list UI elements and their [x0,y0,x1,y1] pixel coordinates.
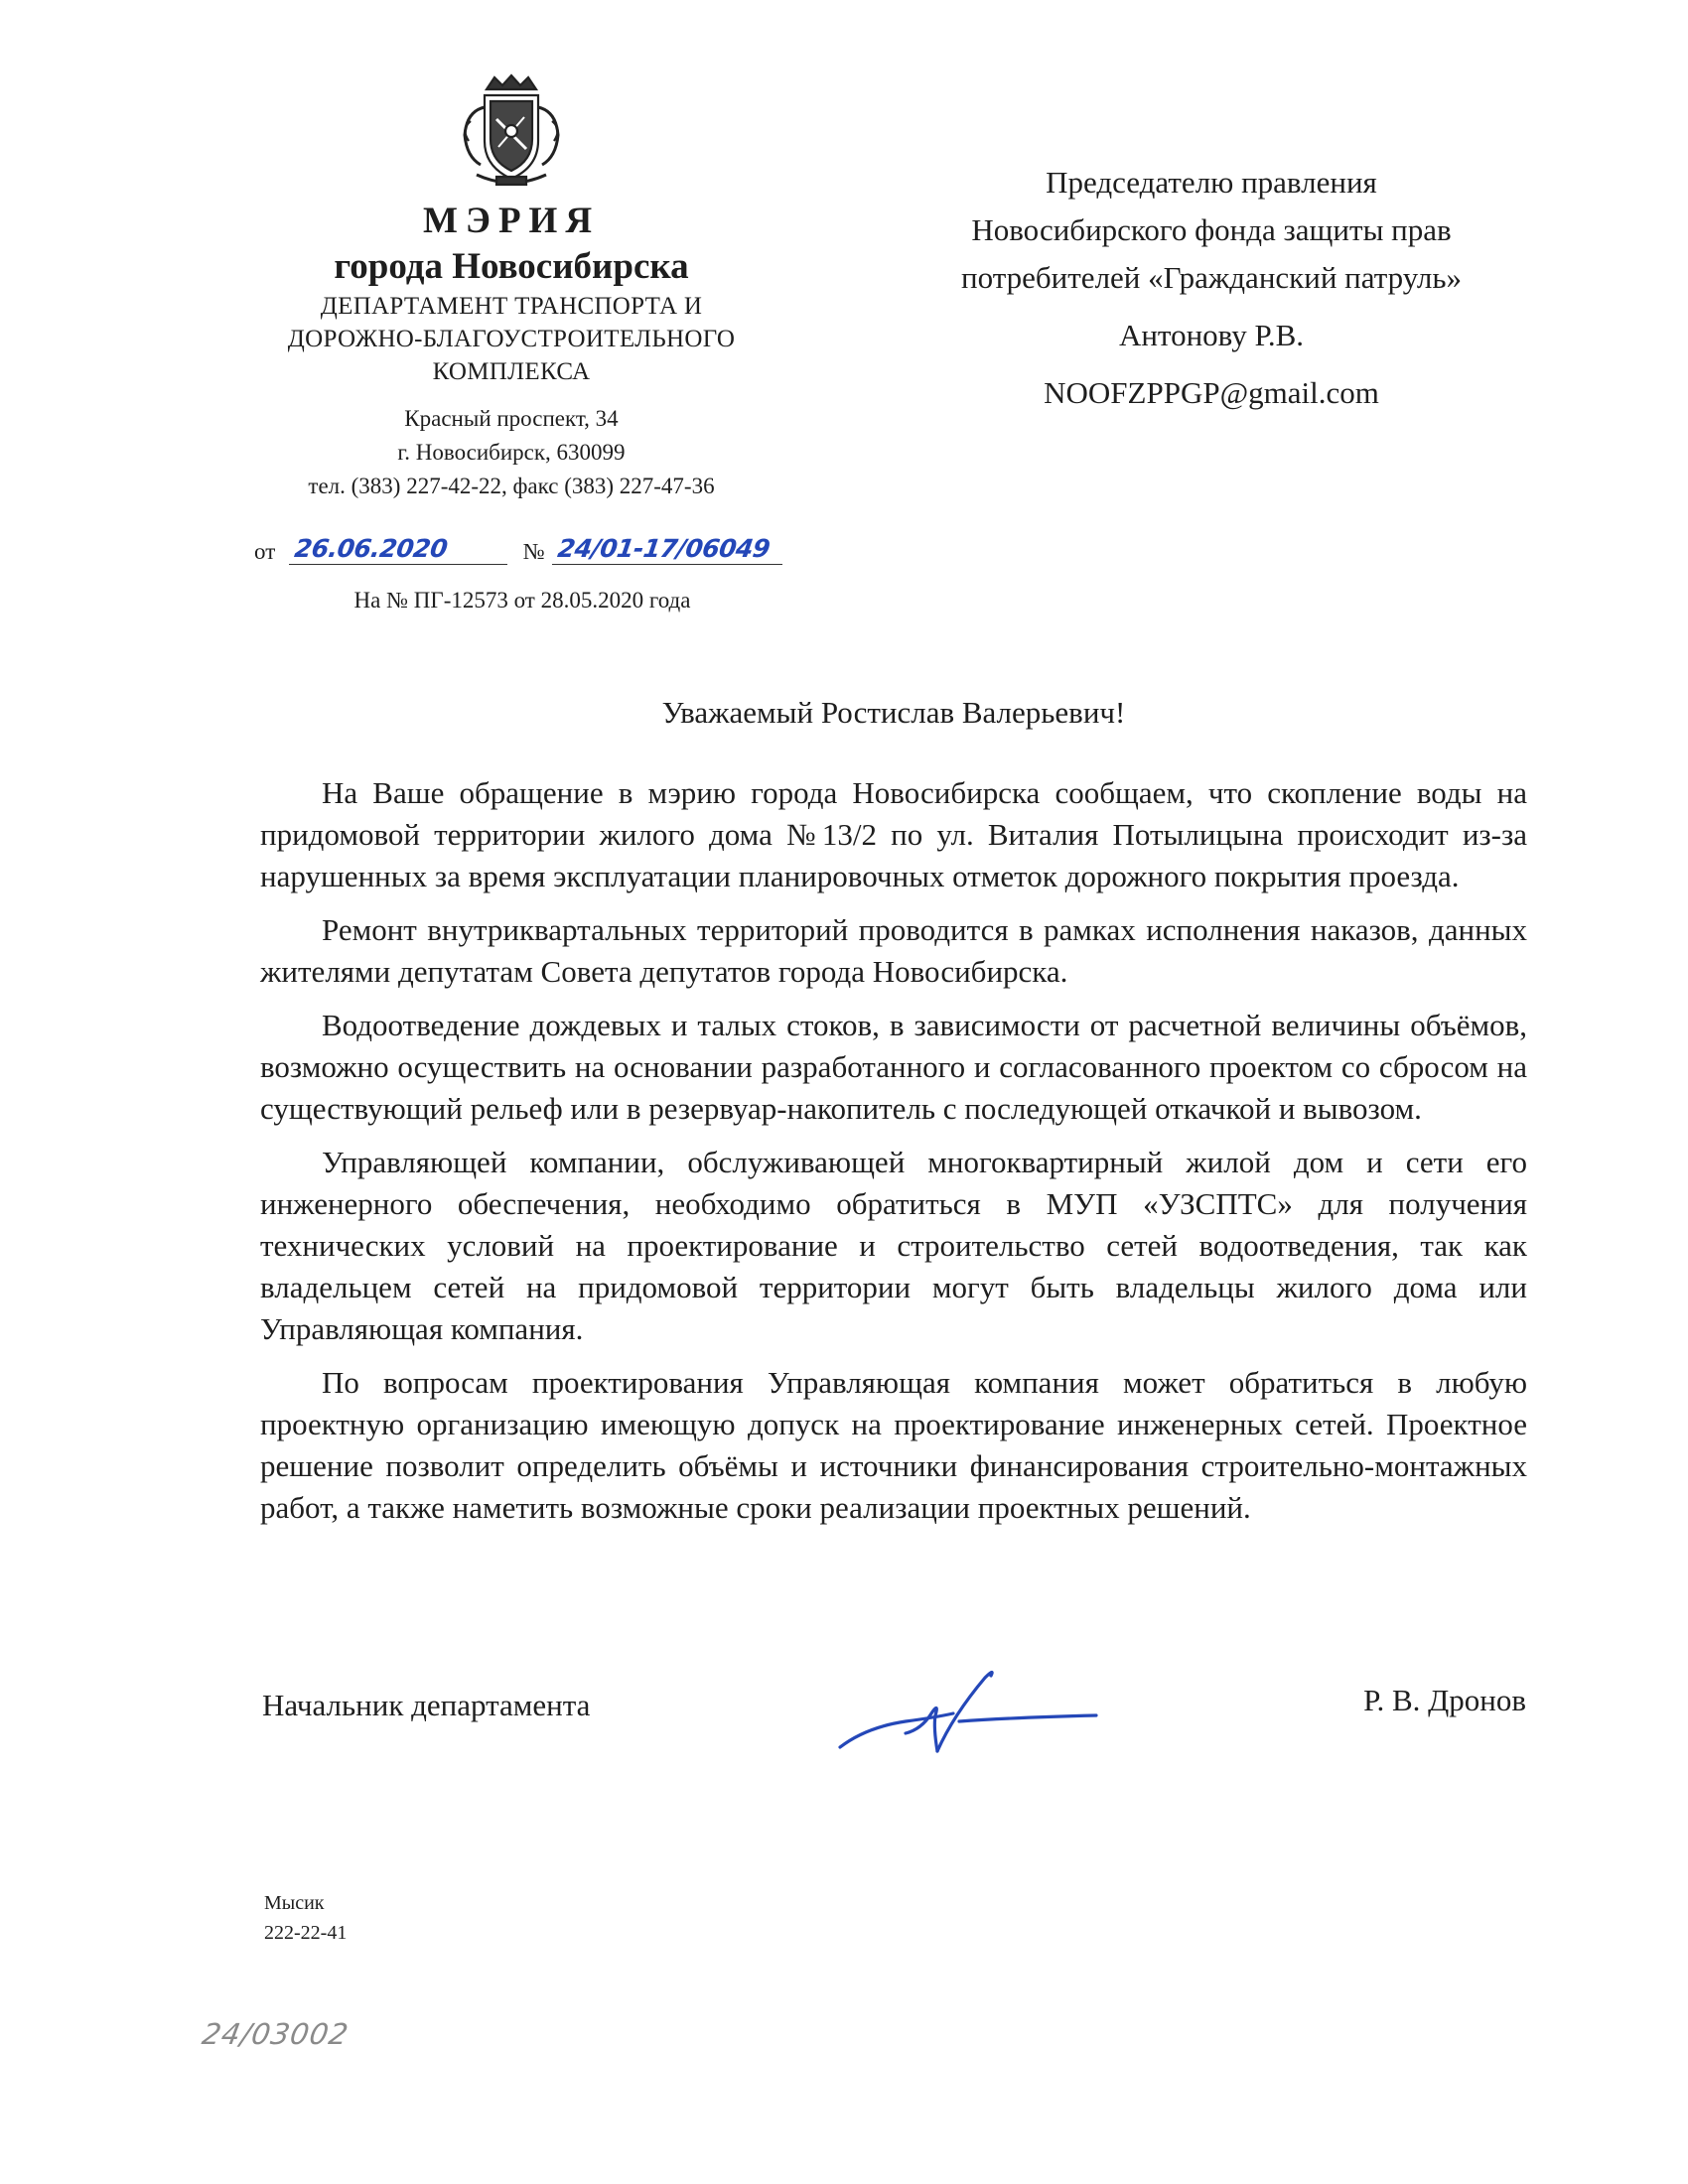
sender-header [228,199,794,503]
recipient-line: Председателю правления [1046,165,1377,200]
recipient-line: Новосибирского фонда защиты прав [971,212,1452,247]
handwritten-signature [836,1656,1114,1765]
sender-address [228,402,794,503]
department-line: КОМПЛЕКСА [432,358,591,385]
recipient-block [894,159,1529,417]
executor-phone: 222-22-41 [264,1922,348,1944]
letter-body [260,772,1527,1541]
address-line: г. Новосибирск, 630099 [397,440,626,465]
department-line: ДОРОЖНО-БЛАГОУСТРОИТЕЛЬНОГО [287,326,736,352]
handwritten-incoming-number: 24/03002 [200,2017,352,2051]
address-line: Красный проспект, 34 [404,406,619,431]
number-label: № [522,539,545,564]
date-field [289,534,507,565]
department-name [228,290,794,388]
recipient-name: Антонову Р.В. [1118,318,1305,352]
executor-name: Мысик [264,1892,325,1914]
org-city: города Новосибирска [334,246,689,287]
handwritten-date: 26.06.2020 [292,534,450,563]
body-paragraph: По вопросам проектирования Управляющая компания может обратиться в любую проектную организацию имеющую допуск на проектирование инженерных сетей. Проектное решение позволит определить объёмы и источники финансирования строительно-монтажных работ, а также наметить возможные сроки реализации проектных решений. [260,1365,1527,1525]
registration-line [254,534,790,565]
signatory-title: Начальник департамента [262,1688,591,1722]
body-paragraph: Управляющей компании, обслуживающей многоквартирный жилой дом и сети его инженерного обеспечения, необходимо обратиться в МУП «УЗСПТС» для получения технических условий на проектирование и строительство сетей водоотведения, так как владельцем сетей на придомовой территории могут быть владельцы жилого дома или Управляющая компания. [260,1145,1527,1346]
signatory-name: Р. В. Дронов [1363,1683,1526,1717]
org-title: МЭРИЯ [422,201,601,241]
executor-info [264,1888,347,1948]
reply-reference: На № ПГ-12573 от 28.05.2020 года [353,588,691,613]
city-coat-of-arms-icon [457,71,566,189]
address-line: тел. (383) 227-42-22, факс (383) 227-47-36 [308,474,715,498]
department-line: ДЕПАРТАМЕНТ ТРАНСПОРТА И [320,293,703,320]
recipient-email: NOOFZPPGP@gmail.com [1044,375,1379,410]
body-paragraph: На Ваше обращение в мэрию города Новосибирска сообщаем, что скопление воды на придомовой территории жилого дома №13/2 по ул. Виталия Потылицына происходит из-за нарушенных за время эксплуатации планировочных отметок дорожного покрытия проезда. [260,775,1527,893]
number-field [552,534,782,565]
body-paragraph: Ремонт внутриквартальных территорий проводится в рамках исполнения наказов, данных жителями депутатам Совета депутатов города Новосибирска. [260,912,1527,989]
body-paragraph: Водоотведение дождевых и талых стоков, в зависимости от расчетной величины объёмов, возможно осуществить на основании разработанного и согласованного проектом со сбросом на существующий рельеф или в резервуар-накопитель с последующей откачкой и вывозом. [260,1008,1527,1126]
greeting: Уважаемый Ростислав Валерьевич! [661,695,1126,730]
recipient-line: потребителей «Гражданский патруль» [961,260,1462,295]
handwritten-number: 24/01-17/06049 [556,534,773,563]
date-label: от [254,539,276,564]
